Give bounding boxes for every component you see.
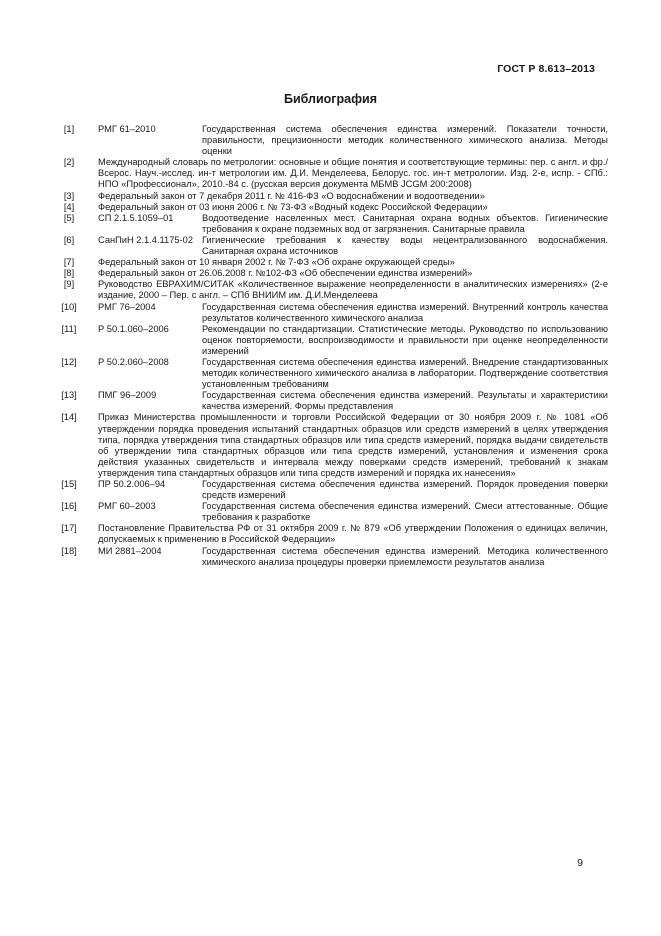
bib-entry-9 — [40, 279, 608, 301]
entry-text: Государственная система обеспечения единства измерений. Методика количественного химического анализа процедуры проверки приемлемости результатов анализа — [202, 545, 608, 567]
bib-entry-11 — [40, 324, 608, 357]
entry-text: Международный словарь по метрологии: основные и общие понятия и соответствующие термины: пер. с англ. и фр./Всерос. Науч.-исслед. ин-т метрологии им. Д.И. Менделеева, Белорус. гос. ин-т метрологии. Изд. 2-е, испр. - СПб.: НПО «Профессионал», 2010.-84 с. (русская версия документа МБМВ JCGM 200:2008) — [98, 157, 608, 190]
bib-entry-12 — [40, 357, 608, 390]
bib-entry-15 — [40, 479, 608, 501]
entry-number: [10] — [61, 301, 77, 312]
bib-entry-10 — [40, 302, 608, 324]
entry-number: [2] — [63, 157, 75, 168]
entry-number: [17] — [61, 523, 77, 534]
entry-number: [6] — [63, 234, 75, 245]
document-id-header: ГОСТ Р 8.613–2013 — [497, 63, 595, 75]
entry-code: РМГ 61–2010 — [98, 124, 156, 134]
entry-number: [8] — [63, 268, 75, 279]
bib-entry-14 — [40, 412, 608, 479]
bibliography-list — [40, 124, 608, 568]
entry-number: [14] — [61, 412, 77, 423]
entry-number: [11] — [61, 323, 77, 334]
entry-number: [13] — [61, 390, 77, 401]
entry-number: [1] — [63, 124, 75, 134]
entry-text: Государственная система обеспечения единства измерений. Результаты и характеристики качества измерений. Формы представления — [202, 390, 608, 412]
entry-number: [18] — [61, 545, 77, 556]
entry-code: Р 50.1.060–2006 — [98, 323, 169, 334]
bib-entry-6 — [40, 235, 608, 257]
bib-entry-3 — [40, 191, 608, 202]
entry-text: Гигиенические требования к качеству воды нецентрализованного водоснабжения. Санитарная охрана источников — [202, 234, 608, 257]
bib-entry-5 — [40, 213, 608, 235]
entry-number: [15] — [61, 479, 77, 489]
entry-text: Федеральный закон от 7 декабря 2011 г. № 416-ФЗ «О водоснабжении и водоотведении» — [98, 190, 485, 201]
entry-code: СанПиН 2.1.4.1175-02 — [98, 234, 193, 245]
entry-number: [12] — [61, 356, 77, 367]
bib-entry-13 — [40, 390, 608, 412]
entry-text: Федеральный закон от 26.06.2008 г. №102-ФЗ «Об обеспечении единства измерений» — [98, 268, 473, 279]
entry-number: [5] — [63, 212, 75, 223]
entry-text: Государственная система обеспечения единства измерений. Смеси аттестованные. Общие требования к разработке — [202, 501, 608, 523]
entry-text: Государственная система обеспечения единства измерений. Внутренний контроль качества результатов количественного химического анализа — [202, 301, 608, 323]
bib-entry-18 — [40, 546, 608, 568]
entry-number: [16] — [61, 501, 77, 512]
entry-code: ПР 50.2.006–94 — [98, 479, 166, 489]
entry-code: РМГ 60–2003 — [98, 501, 156, 512]
entry-text: Приказ Министерства промышленности и торговли Российской Федерации от 30 ноября 2009 г. № 1081 «Об утверждении порядка проведения испытаний стандартных образцов или средств измерений в целях утверждения типа, порядка утверждения типа стандартных образцов или типа средств измерений, порядка выдачи свидетельств об утверждении типа стандартных образцов или типа средств измерений, установления и изменения срока действия указанных свидетельств и интервала между поверками средств измерений, требований к знакам утверждения типа стандартных образцов или типа средств измерений и порядка их нанесения» — [98, 412, 608, 478]
bib-entry-8 — [40, 268, 608, 279]
entry-text: Государственная система обеспечения единства измерений. Показатели точности, правильности, прецизионности методик количественного химического анализа. Методы оценки — [202, 124, 608, 157]
bib-entry-16 — [40, 501, 608, 523]
entry-text: Государственная система обеспечения единства измерений. Порядок проведения поверки средств измерений — [202, 479, 608, 501]
entry-text: Водоотведение населенных мест. Санитарная охрана водных объектов. Гигиенические требования к охране подземных вод от загрязнения. Санитарные правила — [202, 212, 608, 234]
entry-number: [7] — [63, 257, 75, 268]
entry-number: [9] — [63, 279, 75, 290]
entry-text: Федеральный закон от 10 января 2002 г. № 7-ФЗ «Об охране окружающей среды» — [98, 257, 455, 268]
page-number: 9 — [577, 857, 583, 869]
entry-text: Постановление Правительства РФ от 31 октября 2009 г. № 879 «Об утверждении Положения о единицах величин, допускаемых к применению в Российской Федерации» — [98, 523, 608, 545]
bib-entry-2 — [40, 157, 608, 190]
entry-text: Федеральный закон от 03 июня 2006 г. № 73-ФЗ «Водный кодекс Российской Федерации» — [98, 201, 488, 212]
entry-number: [3] — [63, 190, 75, 201]
page-title: Библиография — [283, 92, 378, 106]
bib-entry-1 — [40, 124, 608, 157]
entry-text: Государственная система обеспечения единства измерений. Внедрение стандартизованных методик количественного химического анализа в лаборатории. Подтверждение соответствия установленным требованиям — [202, 356, 608, 390]
entry-code: МИ 2881–2004 — [98, 545, 162, 556]
entry-code: РМГ 76–2004 — [98, 301, 156, 312]
entry-code: СП 2.1.5.1059–01 — [98, 212, 174, 223]
entry-text: Рекомендации по стандартизации. Статистические методы. Руководство по использованию оценок повторяемости, воспроизводимости и правильности при оценке неопределенности измерений — [202, 323, 608, 356]
entry-number: [4] — [63, 201, 75, 212]
bib-entry-7 — [40, 257, 608, 268]
entry-code: Р 50.2.060–2008 — [98, 356, 169, 367]
bib-entry-17 — [40, 523, 608, 545]
bib-entry-4 — [40, 202, 608, 213]
entry-text: Руководство ЕВРАХИМ/СИТАК «Количественное выражение неопределенности в аналитических измерениях» (2-е издание, 2000 – Пер. с англ. – СПб ВНИИМ им. Д.И.Менделеева — [98, 279, 608, 301]
entry-code: ПМГ 96–2009 — [98, 390, 157, 401]
